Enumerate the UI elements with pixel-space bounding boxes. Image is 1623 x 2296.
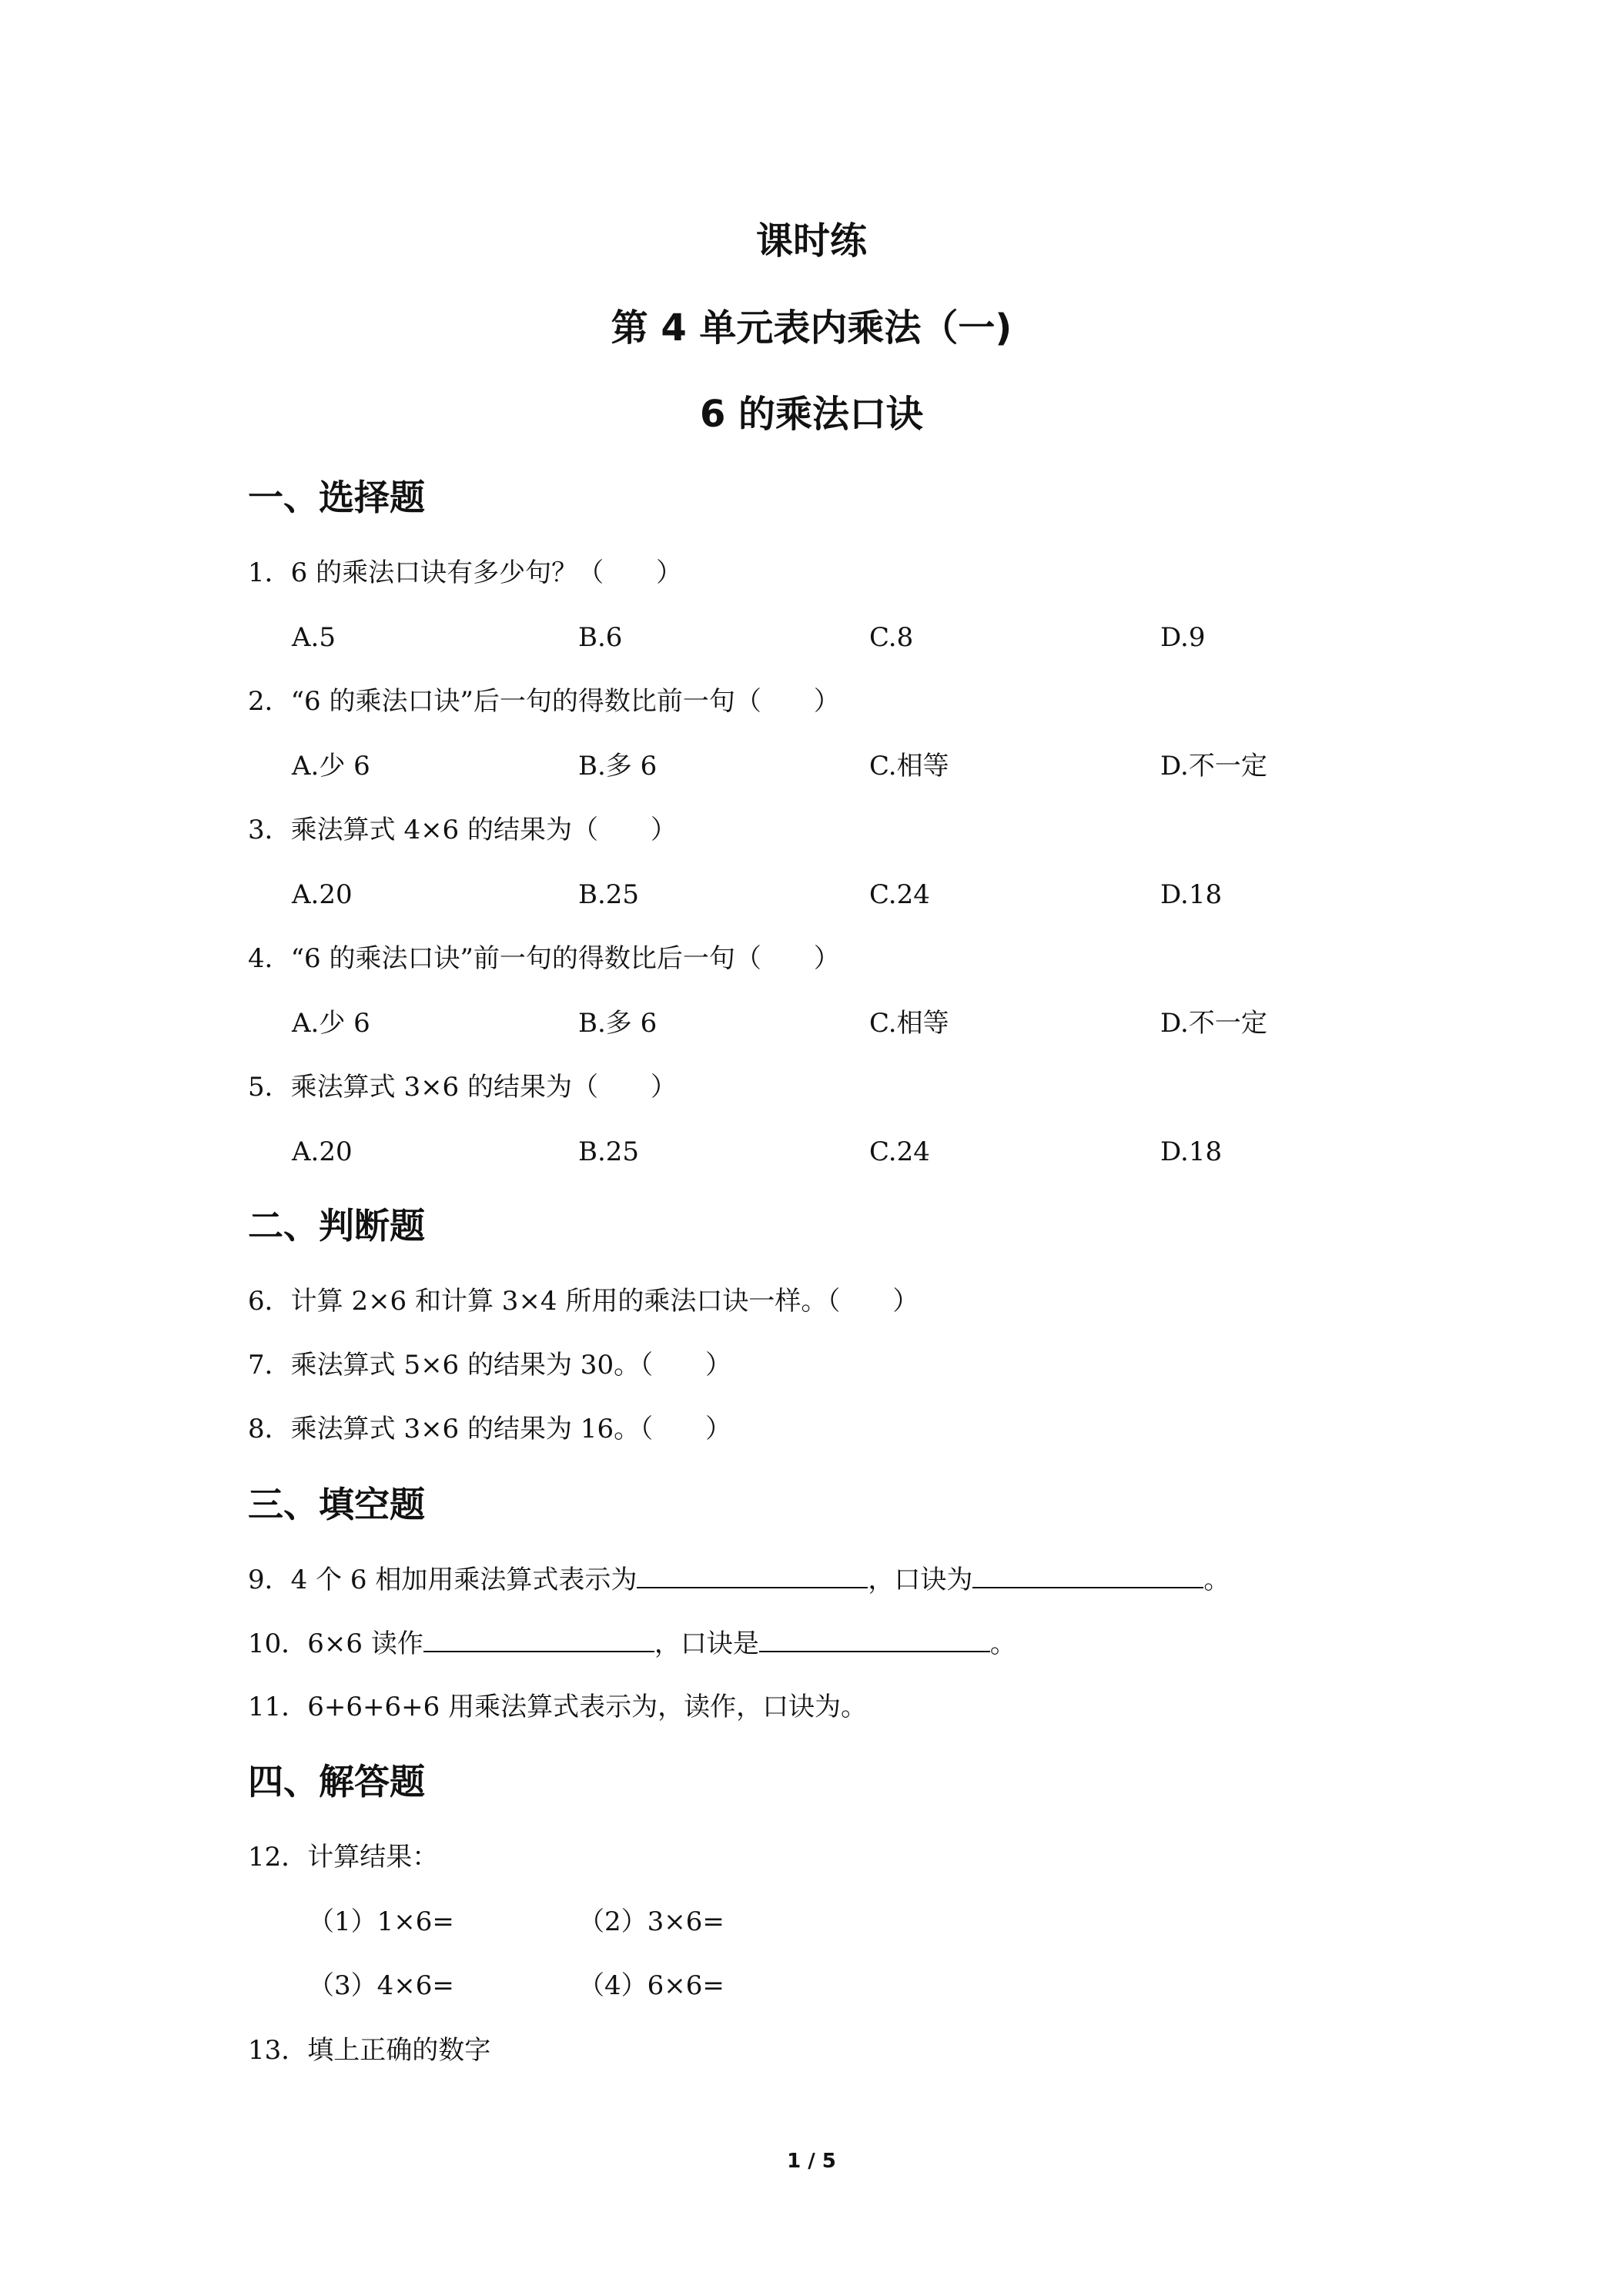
- question-9: [248, 1561, 1230, 1598]
- q5-option-c: C.24: [869, 1136, 930, 1167]
- q12-item-3: （3）4×6=: [308, 1970, 454, 2001]
- q3-option-c: C.24: [869, 879, 930, 910]
- q1-option-a: A.5: [292, 622, 336, 653]
- question-4: 4．“6 的乘法口诀”前一句的得数比后一句（ ）: [248, 943, 840, 974]
- section-multiple-choice: 一、选择题: [248, 477, 425, 518]
- q4-option-a: A.少 6: [292, 1008, 370, 1039]
- question-13: 13．填上正确的数字: [248, 2035, 491, 2066]
- title-lesson-practice: 课时练: [755, 219, 867, 263]
- q10-text-middle: ，口诀是: [654, 1628, 759, 1659]
- q5-option-d: D.18: [1160, 1136, 1223, 1167]
- q3-option-b: B.25: [578, 879, 640, 910]
- q12-item-1: （1）1×6=: [308, 1906, 454, 1937]
- question-11: 11．6+6+6+6 用乘法算式表示为，读作，口诀为。: [248, 1692, 868, 1722]
- section-fill-blank: 三、填空题: [248, 1484, 425, 1525]
- q10-blank-2[interactable]: [759, 1625, 990, 1652]
- q2-option-d: D.不一定: [1160, 751, 1267, 782]
- q2-option-c: C.相等: [869, 751, 949, 782]
- q9-text-start: 9．4 个 6 相加用乘法算式表示为: [248, 1565, 637, 1595]
- question-5: 5．乘法算式 3×6 的结果为（ ）: [248, 1072, 677, 1103]
- q3-option-d: D.18: [1160, 879, 1223, 910]
- question-12: 12．计算结果：: [248, 1842, 439, 1873]
- q10-blank-1[interactable]: [423, 1625, 654, 1652]
- q3-option-a: A.20: [292, 879, 353, 910]
- question-10: [248, 1625, 1016, 1662]
- title-topic: 6 的乘法口诀: [699, 393, 924, 436]
- q1-option-d: D.9: [1160, 622, 1206, 653]
- q1-option-b: B.6: [578, 622, 623, 653]
- q12-item-2: （2）3×6=: [578, 1906, 724, 1937]
- q5-option-a: A.20: [292, 1136, 353, 1167]
- q9-blank-2[interactable]: [972, 1561, 1203, 1588]
- title-unit: 第 4 单元表内乘法（一): [611, 306, 1012, 350]
- q1-option-c: C.8: [869, 622, 914, 653]
- q2-option-b: B.多 6: [578, 751, 658, 782]
- question-8: 8．乘法算式 3×6 的结果为 16。（ ）: [248, 1414, 732, 1444]
- q4-option-d: D.不一定: [1160, 1008, 1267, 1039]
- question-6: 6．计算 2×6 和计算 3×4 所用的乘法口诀一样。（ ）: [248, 1286, 919, 1317]
- q9-blank-1[interactable]: [637, 1561, 868, 1588]
- q9-text-middle: ，口诀为: [868, 1565, 973, 1595]
- question-2: 2．“6 的乘法口诀”后一句的得数比前一句（ ）: [248, 686, 840, 717]
- q12-item-4: （4）6×6=: [578, 1970, 724, 2001]
- section-true-false: 二、判断题: [248, 1205, 425, 1247]
- q10-text-start: 10．6×6 读作: [248, 1628, 423, 1659]
- page-number: 1 / 5: [787, 2150, 836, 2173]
- section-solve: 四、解答题: [248, 1761, 425, 1802]
- q4-option-b: B.多 6: [578, 1008, 658, 1039]
- q10-text-end: 。: [989, 1628, 1016, 1659]
- q9-text-end: 。: [1203, 1565, 1230, 1595]
- question-3: 3．乘法算式 4×6 的结果为（ ）: [248, 815, 677, 845]
- question-1: 1．6 的乘法口诀有多少句？（ ）: [248, 557, 683, 588]
- q4-option-c: C.相等: [869, 1008, 949, 1039]
- q5-option-b: B.25: [578, 1136, 640, 1167]
- question-7: 7．乘法算式 5×6 的结果为 30。（ ）: [248, 1350, 732, 1381]
- q2-option-a: A.少 6: [292, 751, 370, 782]
